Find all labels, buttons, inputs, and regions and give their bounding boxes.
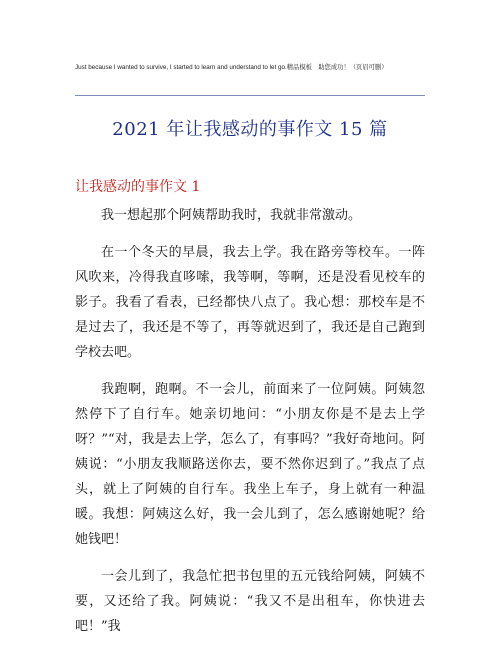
document-title: 2021 年让我感动的事作文 15 篇	[112, 119, 388, 140]
document-body	[75, 203, 425, 651]
paragraph: 我跑啊，跑啊。不一会儿，前面来了一位阿姨。阿姨忽然停下了自行车。她亲切地问：“小朋友你是不是去上学呀？”“对，我是去上学，怎么了，有事吗？”我好奇地问。阿姨说：“小朋友我顺路送你去，要不然你迟到了。”我点了点头，就上了阿姨的自行车。我坐上车子，身上就有一种温暖。我想：阿姨这么好，我一会儿到了，怎么感谢她呢？给她钱吧！	[75, 382, 425, 547]
header-divider	[75, 95, 425, 96]
paragraph: 我一想起那个阿姨帮助我时，我就非常激动。	[101, 208, 362, 223]
paragraph: 在一个冬天的早晨，我去上学。我在路旁等校车。一阵风吹来，冷得我直哆嗦，我等啊，等啊，还是没看见校车的影子。我看了看表，已经都快八点了。我心想：那校车是不是过去了，我还是不等了，再等就迟到了，我还是自己跑到学校去吧。	[75, 245, 425, 360]
paragraph: 一会儿到了，我急忙把书包里的五元钱给阿姨，阿姨不要，又还给了我。阿姨说：“我又不是出租车，你快进去吧！”我	[75, 569, 425, 634]
page-header-tagline: Just because I wanted to survive, I started to learn and understand to let go.精品模板 助您成功！（页眉可删）	[75, 64, 388, 71]
section-heading: 让我感动的事作文 1	[75, 179, 201, 195]
